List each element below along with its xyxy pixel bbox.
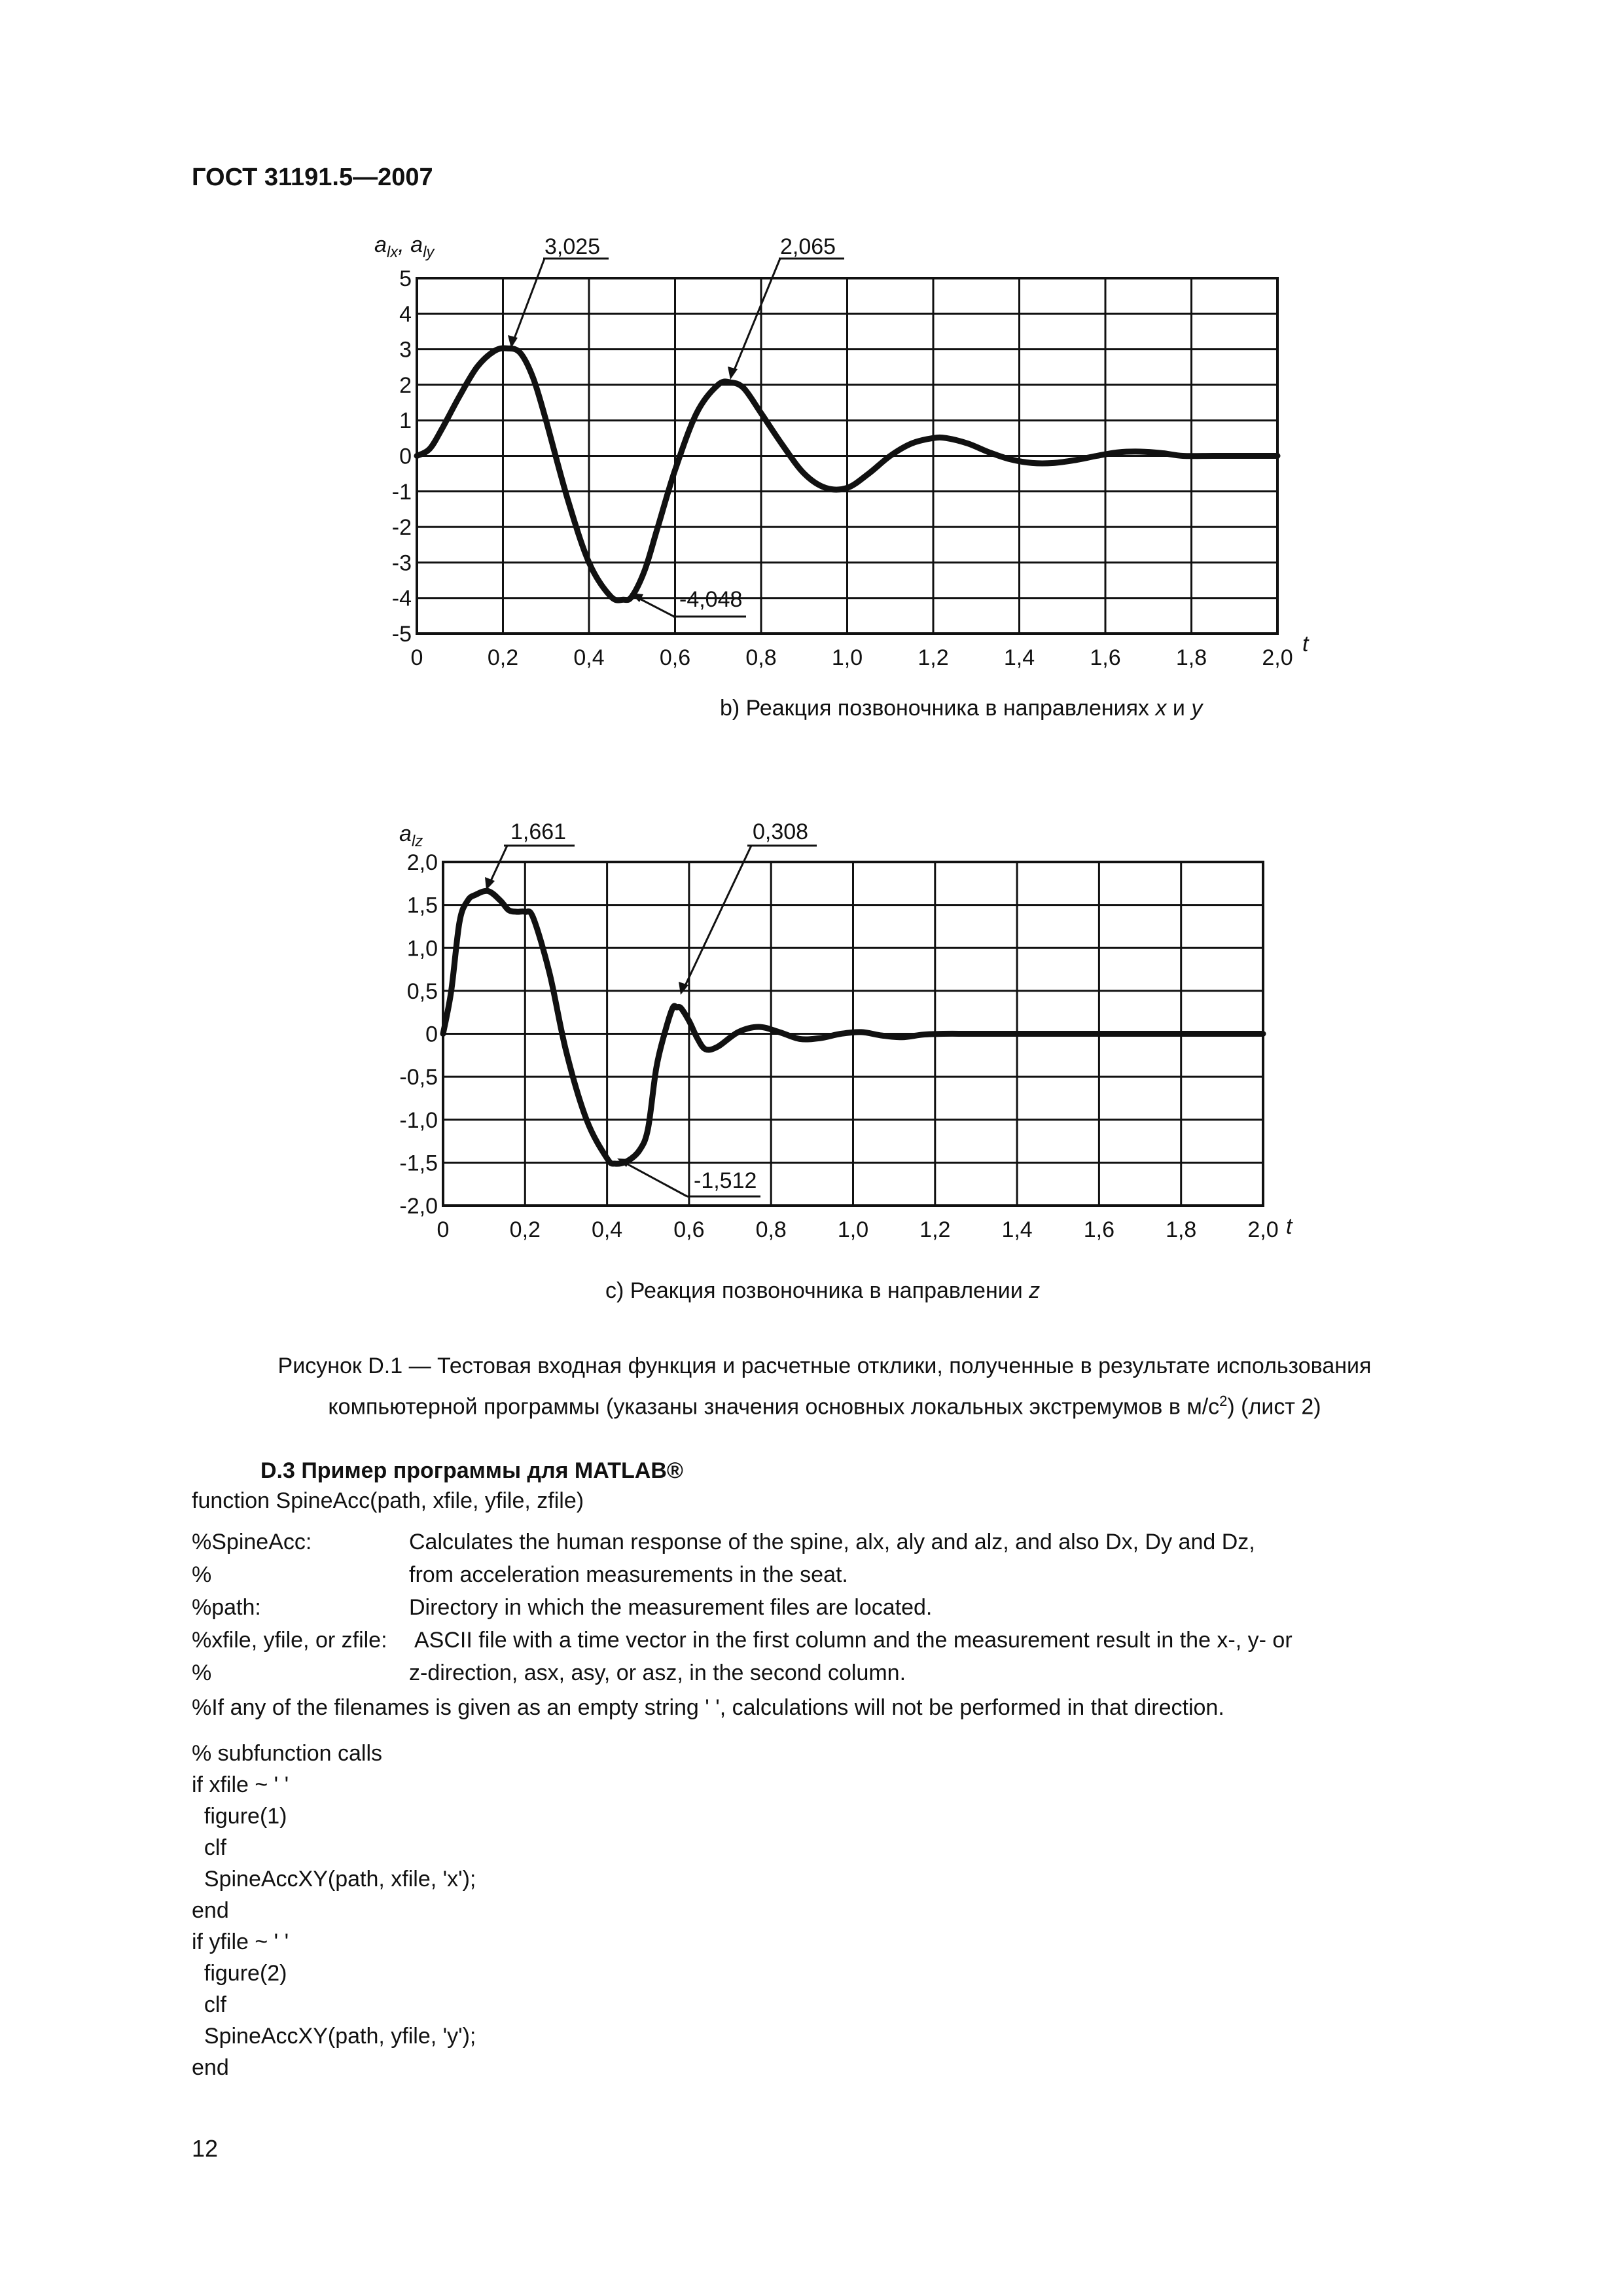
chart-c-x-tick-label: 0,6 [673,1217,705,1242]
chart-c-x-tick-label: 1,2 [919,1217,951,1242]
chart-b-callout-max2-label: 2,065 [780,234,836,259]
chart-c-x-tick-label: 0 [437,1217,450,1242]
chart-b-y-ticks [392,266,412,647]
chart-c-y-tick-label: -1,5 [399,1151,438,1176]
comment-label: %xfile, yfile, or zfile: [192,1628,387,1653]
chart-c-x-tick-label: 1,0 [837,1217,869,1242]
chart-b [0,0,1623,746]
code-line: if xfile ~ ' ' [192,1772,289,1797]
chart-b-y-tick-label: 1 [399,408,412,434]
comment-text: Directory in which the measurement files are located. [409,1595,933,1620]
chart-c-y-tick-label: 2,0 [406,850,438,875]
chart-c-xlabel: t [1286,1214,1293,1239]
comment-text: Calculates the human response of the spine, alx, aly and alz, and also Dx, Dy and Dz, [409,1530,1255,1554]
chart-b-x-tick-label: 0,8 [745,645,777,670]
chart-c-y-tick-label: 0 [425,1022,438,1047]
code-line: SpineAccXY(path, xfile, 'x'); [192,1867,476,1892]
code-line: if yfile ~ ' ' [192,1929,289,1954]
code-line: clf [192,1835,226,1860]
comment-text: z-direction, asx, asy, or asz, in the second column. [409,1660,906,1685]
chart-b-x-tick-label: 0 [410,645,423,670]
chart-b-x-tick-label: 1,2 [918,645,949,670]
chart-b-y-tick-label: 2 [399,372,412,398]
comment-label: %path: [192,1595,261,1620]
chart-c-y-tick-label: 1,0 [406,936,438,961]
chart-c-callout-min1-label: -1,512 [694,1168,757,1193]
chart-b-x-tick-label: 1,6 [1090,645,1121,670]
chart-c-x-tick-label: 2,0 [1247,1217,1279,1242]
chart-b-y-tick-label: 3 [399,337,412,363]
comment-text: from acceleration measurements in the seat. [409,1562,848,1587]
comment-label: % [192,1660,212,1685]
code-line: figure(2) [192,1961,287,1986]
chart-b-callout-max1 [508,234,609,348]
chart-b-y-tick-label: -5 [391,622,412,647]
chart-c-y-ticks [399,850,438,1219]
chart-c [0,746,1623,1322]
code-line: end [192,2055,229,2080]
figure-caption [170,1348,1479,1424]
code-line: SpineAccXY(path, yfile, 'y'); [192,2024,476,2049]
chart-b-x-tick-label: 1,4 [1003,645,1035,670]
chart-b-ylabel: $a_{lx}$, $a_{ly}$ [374,232,435,261]
comment-label: %SpineAcc: [192,1530,312,1554]
comment-text: ASCII file with a time vector in the first column and the measurement result in the x-, y- or [414,1628,1293,1653]
chart-c-y-tick-label: -0,5 [399,1065,438,1090]
chart-c-y-tick-label: 1,5 [406,893,438,918]
chart-c-caption: c) Реакция позвоночника в направлении z [605,1278,1041,1303]
chart-b-grid [417,278,1277,634]
chart-c-ylabel: $a_{lz}$ [399,821,423,850]
figure-caption-line2: компьютерной программы (указаны значения основных локальных экстремумов в $м/с^2$) (лист 2) [328,1393,1321,1420]
chart-c-x-tick-label: 0,4 [591,1217,623,1242]
chart-c-callout-max1 [485,819,575,890]
chart-c-y-tick-label: 0,5 [406,978,438,1004]
chart-b-x-tick-label: 1,8 [1175,645,1207,670]
page-number: 12 [192,2135,219,2162]
chart-b-y-tick-label: -3 [391,550,412,576]
code-line: % subfunction calls [192,1741,383,1766]
figure-caption-line1: Рисунок D.1 — Тестовая входная функция и расчетные отклики, полученные в результате использования [277,1354,1372,1378]
chart-b-y-tick-label: -2 [391,515,412,541]
chart-b-y-tick-label: 0 [399,444,412,469]
chart-b-x-tick-label: 0,2 [487,645,519,670]
chart-b-x-tick-label: 2,0 [1262,645,1293,670]
chart-c-callout-max1-label: 1,661 [510,819,567,844]
chart-c-x-tick-label: 1,8 [1166,1217,1197,1242]
chart-c-y-tick-label: -2,0 [399,1194,438,1219]
chart-b-callout-max1-label: 3,025 [544,234,601,259]
chart-b-xlabel: t [1302,632,1309,656]
code-line: figure(1) [192,1804,287,1829]
chart-c-y-tick-label: -1,0 [399,1107,438,1133]
section-heading: D.3 Пример программы для MATLAB® [260,1458,683,1483]
chart-c-callout-max2-label: 0,308 [753,819,809,844]
chart-b-x-tick-label: 0,6 [659,645,691,670]
chart-c-x-tick-label: 1,6 [1083,1217,1115,1242]
chart-b-x-ticks [411,645,1293,670]
chart-b-x-tick-label: 1,0 [831,645,863,670]
chart-b-caption: b) Реакция позвоночника в направлениях x и y [720,696,1203,721]
chart-c-callout-max2 [679,819,817,995]
code-line: clf [192,1992,226,2017]
code-note: %If any of the filenames is given as an empty string ' ', calculations will not be performed in that direction. [192,1695,1224,1720]
chart-b-y-tick-label: -4 [391,586,412,611]
chart-c-x-tick-label: 0,8 [755,1217,787,1242]
comment-label: % [192,1562,212,1587]
chart-c-x-tick-label: 0,2 [509,1217,541,1242]
chart-b-callout-min1 [630,587,746,617]
chart-c-x-ticks [437,1217,1279,1242]
chart-b-y-tick-label: -1 [391,479,412,505]
chart-b-y-tick-label: 5 [399,266,412,291]
code-signature: function SpineAcc(path, xfile, yfile, zfile) [192,1488,584,1513]
chart-b-y-tick-label: 4 [399,302,412,327]
chart-b-x-tick-label: 0,4 [573,645,605,670]
document-header: ГОСТ 31191.5—2007 [192,164,433,191]
chart-b-callout-min1-label: -4,048 [679,587,743,612]
chart-c-x-tick-label: 1,4 [1001,1217,1033,1242]
code-line: end [192,1898,229,1923]
chart-b-callout-max2 [728,234,844,380]
